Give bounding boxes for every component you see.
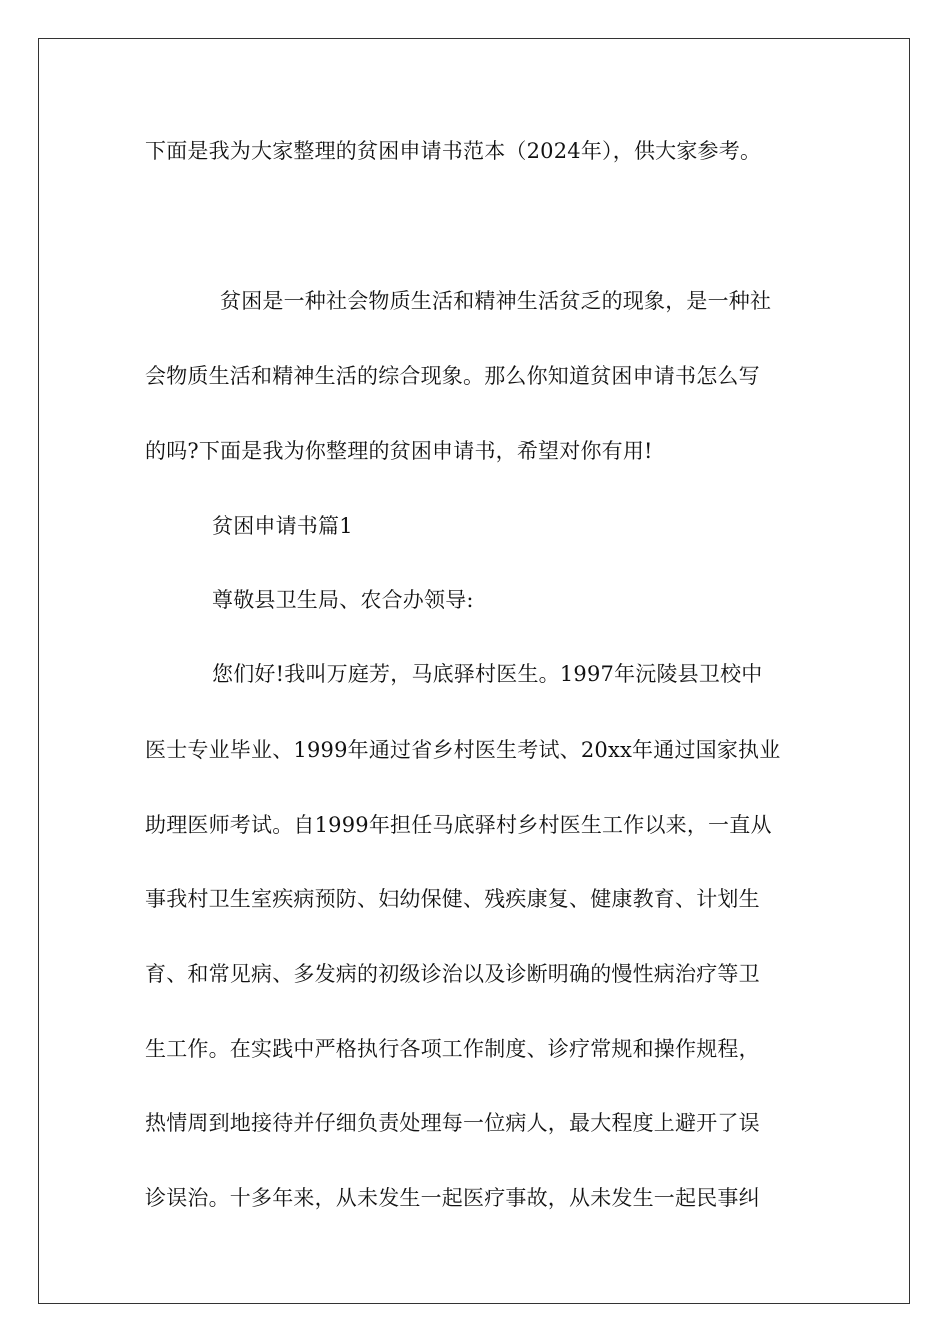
- paragraph1-line-1: 贫困是一种社会物质生活和精神生活贫乏的现象，是一种社: [220, 289, 772, 313]
- body-line-7: 热情周到地接待并仔细负责处理每一位病人，最大程度上避开了误: [145, 1111, 760, 1135]
- body-line-5: 育、和常见病、多发病的初级诊治以及诊断明确的慢性病治疗等卫: [145, 962, 760, 986]
- paragraph1-line-3: 的吗?下面是我为你整理的贫困申请书，希望对你有用!: [145, 439, 653, 463]
- body-line-1: 您们好!我叫万庭芳，马底驿村医生。1997年沅陵县卫校中: [212, 662, 763, 686]
- paragraph1-line-2: 会物质生活和精神生活的综合现象。那么你知道贫困申请书怎么写: [145, 364, 760, 388]
- body-line-8: 诊误治。十多年来，从未发生一起医疗事故，从未发生一起民事纠: [145, 1186, 760, 1210]
- body-line-6: 生工作。在实践中严格执行各项工作制度、诊疗常规和操作规程，: [145, 1037, 760, 1061]
- body-line-4: 事我村卫生室疾病预防、妇幼保健、残疾康复、健康教育、计划生: [145, 887, 760, 911]
- intro-line: 下面是我为大家整理的贫困申请书范本（2024年），供大家参考。: [145, 139, 762, 163]
- body-line-2: 医士专业毕业、1999年通过省乡村医生考试、20xx年通过国家执业: [145, 738, 781, 762]
- salutation: 尊敬县卫生局、农合办领导:: [212, 588, 474, 612]
- section-title: 贫困申请书篇1: [212, 514, 353, 538]
- body-line-3: 助理医师考试。自1999年担任马底驿村乡村医生工作以来，一直从: [145, 813, 772, 837]
